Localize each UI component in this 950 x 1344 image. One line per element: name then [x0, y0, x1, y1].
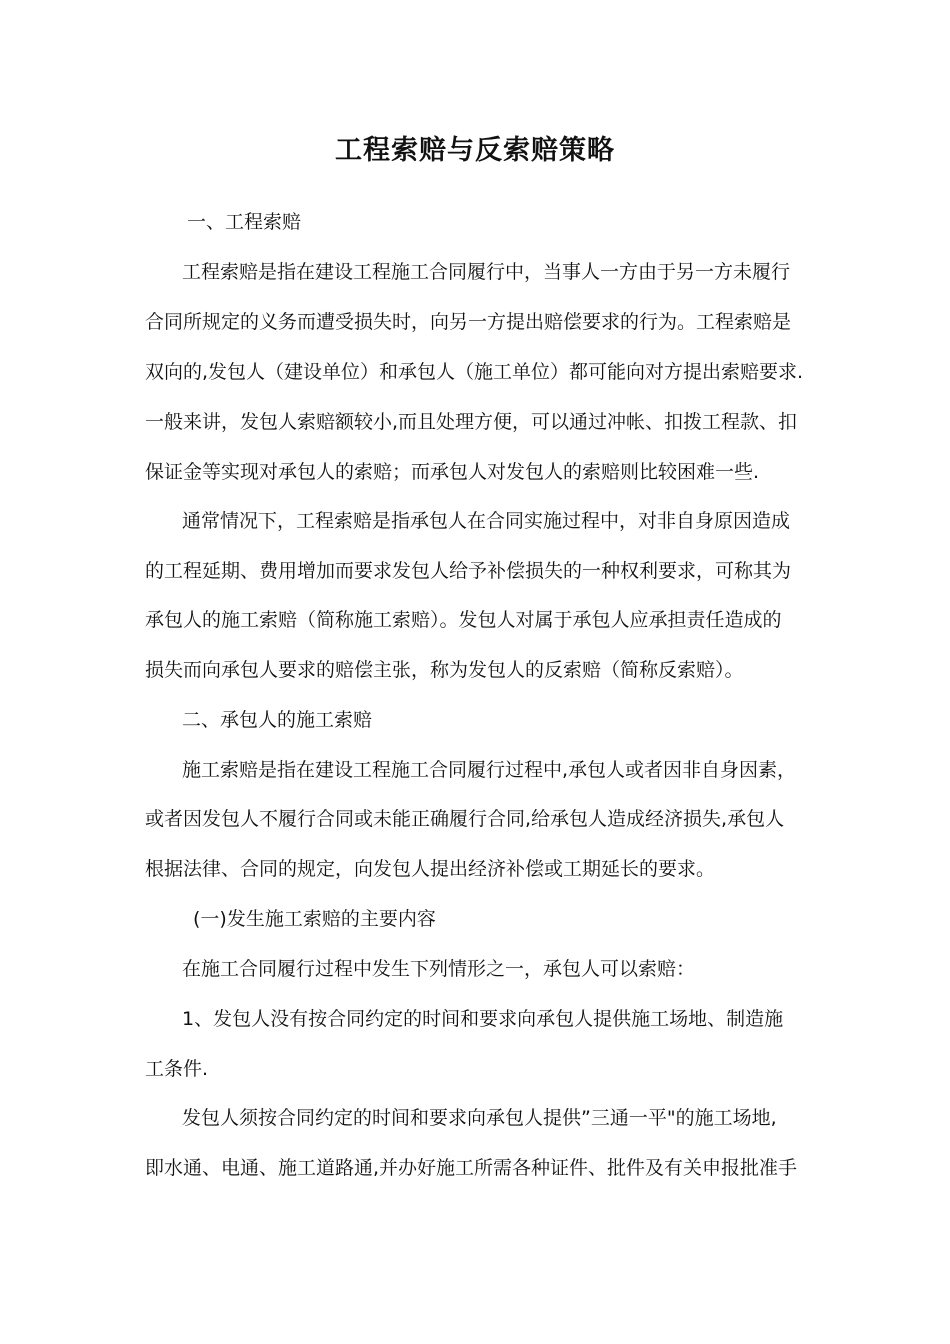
paragraph-line: 一般来讲，发包人索赔额较小,而且处理方便，可以通过冲帐、扣拨工程款、扣	[145, 411, 798, 433]
list-item-line: 工条件.	[145, 1058, 209, 1080]
paragraph-line: 施工索赔是指在建设工程施工合同履行过程中,承包人或者因非自身因素，	[182, 759, 797, 781]
paragraph-line: 损失而向承包人要求的赔偿主张，称为发包人的反索赔（简称反索赔）。	[145, 659, 744, 681]
paragraph-line: 在施工合同履行过程中发生下列情形之一，承包人可以索赔：	[182, 958, 696, 980]
section-heading-1: 一、工程索赔	[187, 211, 302, 233]
paragraph-line: 承包人的施工索赔（简称施工索赔）。发包人对属于承包人应承担责任造成的	[145, 609, 782, 631]
paragraph-line: 双向的,发包人（建设单位）和承包人（施工单位）都可能向对方提出索赔要求.	[145, 361, 804, 383]
paragraph-line: 通常情况下，工程索赔是指承包人在合同实施过程中，对非自身原因造成	[182, 510, 791, 532]
paragraph-line: 或者因发包人不履行合同或未能正确履行合同,给承包人造成经济损失,承包人	[145, 808, 785, 830]
paragraph-line: 保证金等实现对承包人的索赔；而承包人对发包人的索赔则比较困难一些.	[145, 461, 760, 483]
paragraph-line: 工程索赔是指在建设工程施工合同履行中，当事人一方由于另一方未履行	[182, 261, 791, 283]
paragraph-line: 根据法律、合同的规定，向发包人提出经济补偿或工期延长的要求。	[145, 858, 716, 880]
paragraph-line: 合同所规定的义务而遭受损失时，向另一方提出赔偿要求的行为。工程索赔是	[145, 311, 792, 333]
paragraph-line: 的工程延期、费用增加而要求发包人给予补偿损失的一种权利要求，可称其为	[145, 560, 792, 582]
subsection-heading-1: (一)发生施工索赔的主要内容	[193, 908, 436, 930]
document-title: 工程索赔与反索赔策略	[335, 135, 615, 166]
section-heading-2: 二、承包人的施工索赔	[182, 709, 373, 731]
list-item-line: 1、发包人没有按合同约定的时间和要求向承包人提供施工场地、制造施	[182, 1008, 784, 1030]
paragraph-line: 即水通、电通、施工道路通,并办好施工所需各种证件、批件及有关申报批准手	[145, 1157, 798, 1179]
paragraph-line: 发包人须按合同约定的时间和要求向承包人提供”三通一平"的施工场地,	[182, 1107, 777, 1129]
